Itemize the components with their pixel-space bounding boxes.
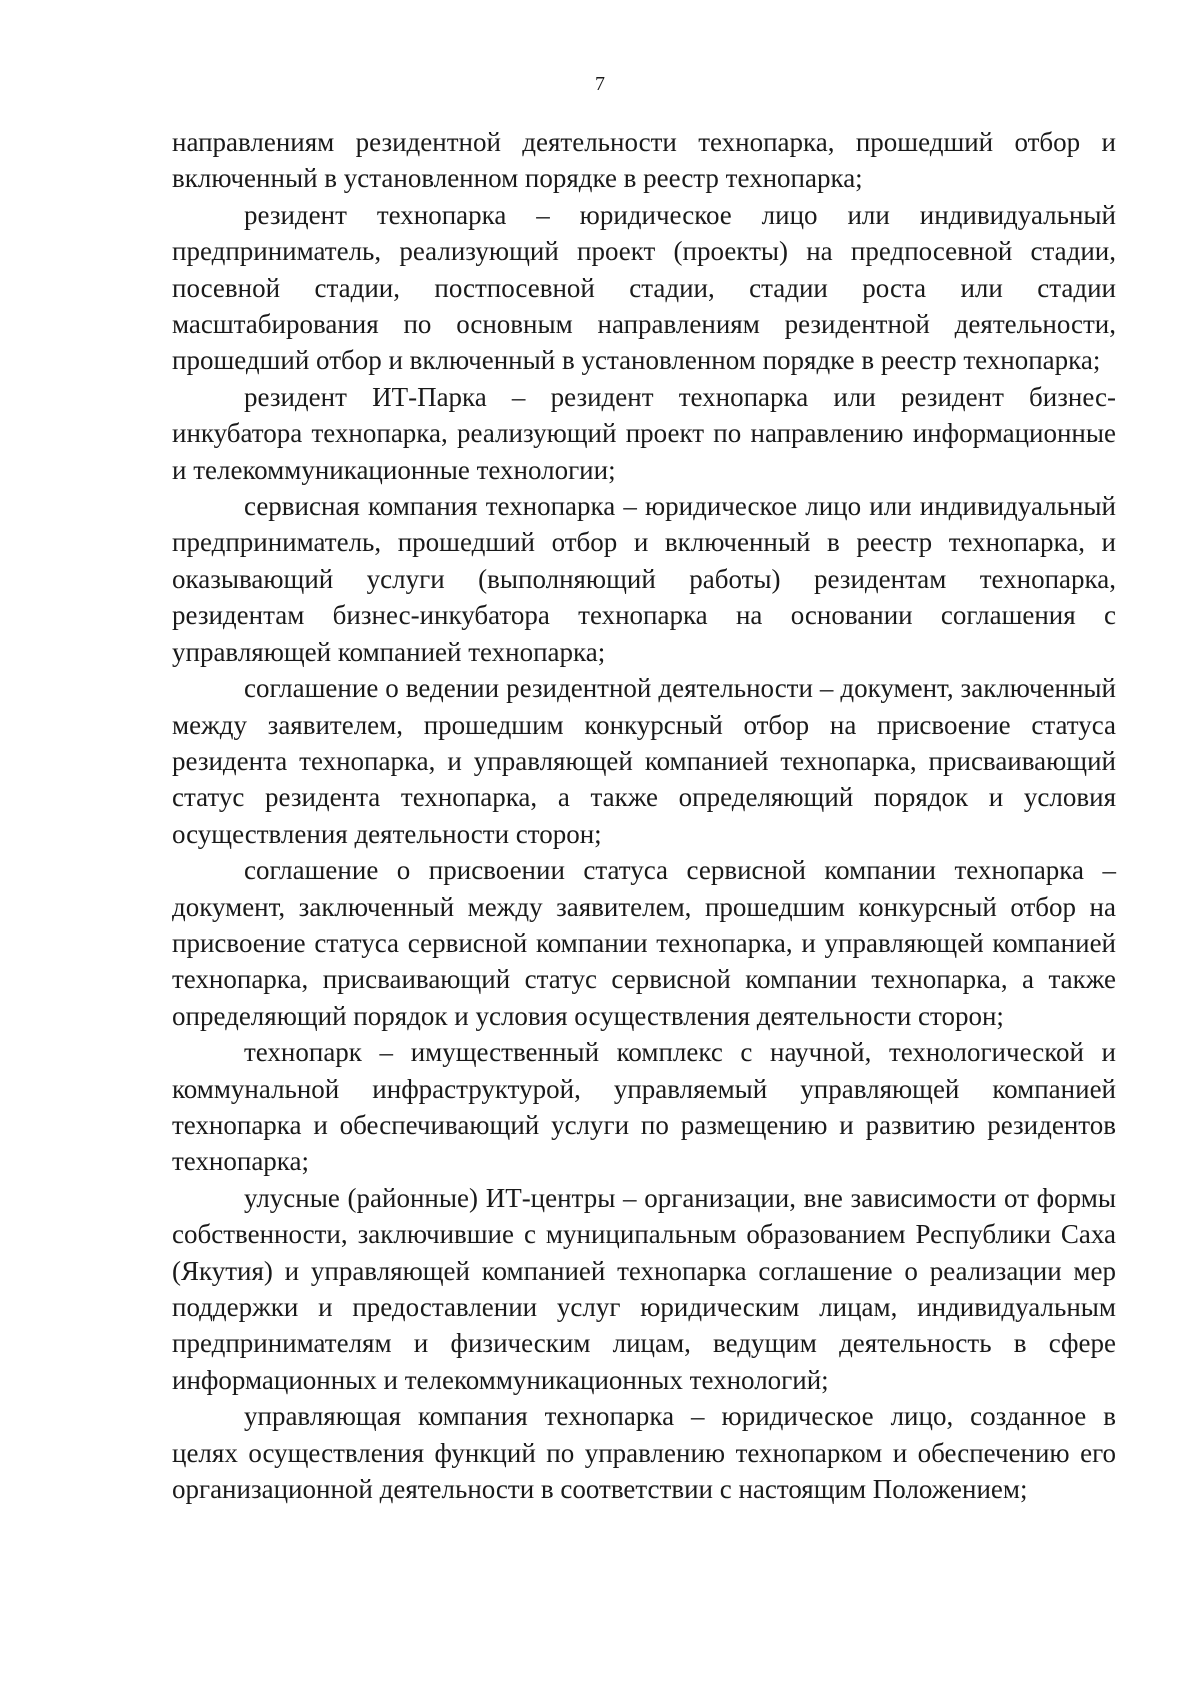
paragraph-service-company: сервисная компания технопарка – юридическое лицо или индивидуальный предприниматель, прошедший отбор и включенный в реестр технопарка, и оказывающий услуги (выполняющий работы) резидентам технопарка, резидентам бизнес-инкубатора технопарка на основании соглашения с управляющей компанией технопарка; bbox=[172, 491, 1116, 667]
paragraph-service-status-agreement: соглашение о присвоении статуса сервисной компании технопарка – документ, заключенный между заявителем, прошедшим конкурсный отбор на присвоение статуса сервисной компании технопарка, и управляющей компанией технопарка, присваивающий статус сервисной компании технопарка, а также определяющий порядок и условия осуществления деятельности сторон; bbox=[172, 855, 1116, 1031]
document-body bbox=[172, 124, 1116, 1507]
paragraph-it-park-resident: резидент ИТ-Парка – резидент технопарка или резидент бизнес-инкубатора технопарка, реализующий проект по направлению информационные и телекоммуникационные технологии; bbox=[172, 381, 1116, 485]
paragraph-continuation: направлениям резидентной деятельности технопарка, прошедший отбор и включенный в установленном порядке в реестр технопарка; bbox=[172, 127, 1116, 194]
paragraph-resident-agreement: соглашение о ведении резидентной деятельности – документ, заключенный между заявителем, прошедшим конкурсный отбор на присвоение статуса резидента технопарка, и управляющей компанией технопарка, присваивающий статус резидента технопарка, а также определяющий порядок и условия осуществления деятельности сторон; bbox=[172, 673, 1116, 849]
paragraph-ulus-it-centers: улусные (районные) ИТ-центры – организации, вне зависимости от формы собственности, заключившие с муниципальным образованием Республики Саха (Якутия) и управляющей компанией технопарка соглашение о реализации мер поддержки и предоставлении услуг юридическим лицам, индивидуальным предпринимателям и физическим лицам, ведущим деятельность в сфере информационных и телекоммуникационных технологий; bbox=[172, 1182, 1116, 1395]
paragraph-technopark: технопарк – имущественный комплекс с научной, технологической и коммунальной инфраструктурой, управляемый управляющей компанией технопарка и обеспечивающий услуги по размещению и развитию резидентов технопарка; bbox=[172, 1037, 1116, 1177]
paragraph-management-company: управляющая компания технопарка – юридическое лицо, созданное в целях осуществления функций по управлению технопарком и обеспечению его организационной деятельности в соответствии с настоящим Положением; bbox=[172, 1401, 1116, 1505]
paragraph-technopark-resident: резидент технопарка – юридическое лицо или индивидуальный предприниматель, реализующий проект (проекты) на предпосевной стадии, посевной стадии, постпосевной стадии, стадии роста или стадии масштабирования по основным направлениям резидентной деятельности, прошедший отбор и включенный в установленном порядке в реестр технопарка; bbox=[172, 199, 1116, 376]
page-number: 7 bbox=[595, 73, 605, 95]
